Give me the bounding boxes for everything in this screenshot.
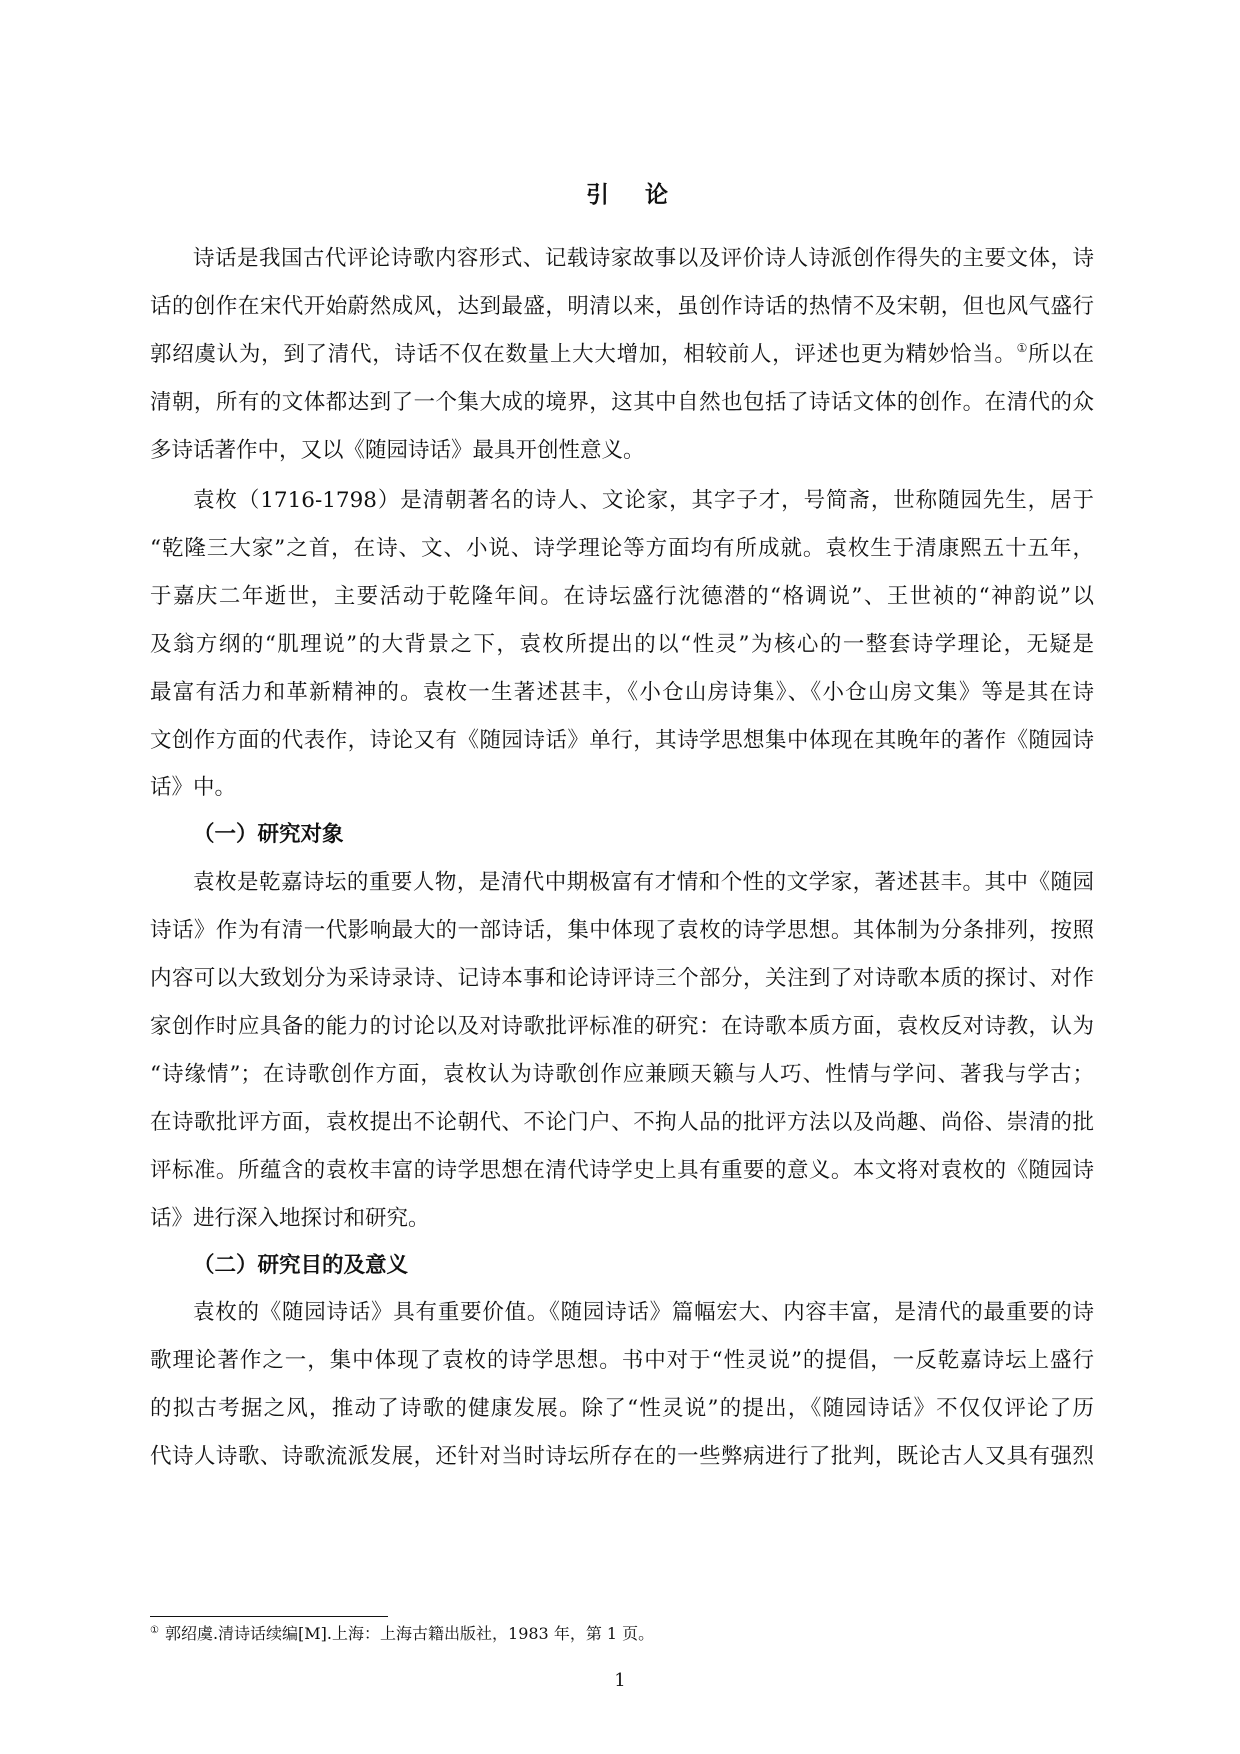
- body-text-line: 诗话》作为有清一代影响最大的一部诗话，集中体现了袁枚的诗学思想。其体制为分条排列，按照: [150, 918, 1094, 943]
- section-heading-research-object: （一）研究对象: [193, 822, 344, 847]
- footnote-reference[interactable]: ①: [1016, 341, 1029, 355]
- page-number: 1: [614, 1670, 626, 1691]
- body-text-line: 于嘉庆二年逝世，主要活动于乾隆年间。在诗坛盛行沈德潜的“格调说”、王世祯的“神韵说”以: [150, 584, 1094, 609]
- page-title: 引 论: [585, 181, 682, 208]
- body-text-line: 文创作方面的代表作，诗论又有《随园诗话》单行，其诗学思想集中体现在其晚年的著作《随园诗: [150, 728, 1094, 753]
- footnote-text: 郭绍虞.清诗话续编[M].上海：上海古籍出版社，1983 年，第 1 页。: [164, 1624, 655, 1643]
- body-text-line: 袁枚的《随园诗话》具有重要价值。《随园诗话》篇幅宏大、内容丰富，是清代的最重要的诗: [193, 1300, 1094, 1325]
- body-text-line: “诗缘情”；在诗歌创作方面，袁枚认为诗歌创作应兼顾天籁与人巧、性情与学问、著我与学古；: [150, 1062, 1094, 1087]
- body-text-line: 的拟古考据之风，推动了诗歌的健康发展。除了“性灵说”的提出，《随园诗话》不仅仅评论了历: [150, 1396, 1094, 1421]
- footnote-marker: ①: [150, 1625, 159, 1636]
- body-text-line: 最富有活力和革新精神的。袁枚一生著述甚丰，《小仓山房诗集》、《小仓山房文集》等是其在诗: [150, 680, 1094, 705]
- body-text-line: 多诗话著作中，又以《随园诗话》最具开创性意义。: [150, 438, 645, 463]
- body-text-line: 内容可以大致划分为采诗录诗、记诗本事和论诗评诗三个部分，关注到了对诗歌本质的探讨、对作: [150, 966, 1094, 991]
- body-text-line: 袁枚是乾嘉诗坛的重要人物，是清代中期极富有才情和个性的文学家，著述甚丰。其中《随园: [193, 870, 1094, 895]
- body-text-line: 在诗歌批评方面，袁枚提出不论朝代、不论门户、不拘人品的批评方法以及尚趣、尚俗、崇清的批: [150, 1110, 1094, 1135]
- body-text-line: 及翁方纲的“肌理说”的大背景之下，袁枚所提出的以“性灵”为核心的一整套诗学理论，无疑是: [150, 632, 1094, 657]
- body-text-line: 话》中。: [150, 775, 237, 800]
- footnote-divider: [150, 1616, 388, 1617]
- body-text-line: 话的创作在宋代开始蔚然成风，达到最盛，明清以来，虽创作诗话的热情不及宋朝，但也风气盛行: [150, 294, 1094, 319]
- body-text-line: 话》进行深入地探讨和研究。: [150, 1206, 430, 1231]
- body-text-line: 歌理论著作之一，集中体现了袁枚的诗学思想。书中对于“性灵说”的提倡，一反乾嘉诗坛上盛行: [150, 1348, 1094, 1373]
- body-text: 所以在: [1028, 342, 1094, 367]
- body-text-line: 评标准。所蕴含的袁枚丰富的诗学思想在清代诗学史上具有重要的意义。本文将对袁枚的《随园诗: [150, 1158, 1094, 1183]
- section-heading-research-purpose: （二）研究目的及意义: [193, 1253, 409, 1278]
- body-text-line: [150, 338, 1094, 372]
- body-text-line: “乾隆三大家”之首，在诗、文、小说、诗学理论等方面均有所成就。袁枚生于清康熙五十五年，: [150, 536, 1094, 561]
- body-text-line: 诗话是我国古代评论诗歌内容形式、记载诗家故事以及评价诗人诗派创作得失的主要文体，诗: [193, 246, 1094, 271]
- body-text-line: 代诗人诗歌、诗歌流派发展，还针对当时诗坛所存在的一些弊病进行了批判，既论古人又具有强烈: [150, 1444, 1094, 1469]
- body-text: 郭绍虞认为，到了清代，诗话不仅在数量上大大增加，相较前人，评述也更为精妙恰当。: [150, 342, 1017, 367]
- body-text-line: 袁枚（1716-1798）是清朝著名的诗人、文论家，其字子才，号简斋，世称随园先生，居于: [193, 488, 1094, 513]
- body-text-line: 清朝，所有的文体都达到了一个集大成的境界，这其中自然也包括了诗话文体的创作。在清代的众: [150, 390, 1094, 415]
- footnote: [150, 1623, 654, 1645]
- body-text-line: 家创作时应具备的能力的讨论以及对诗歌批评标准的研究：在诗歌本质方面，袁枚反对诗教，认为: [150, 1014, 1094, 1039]
